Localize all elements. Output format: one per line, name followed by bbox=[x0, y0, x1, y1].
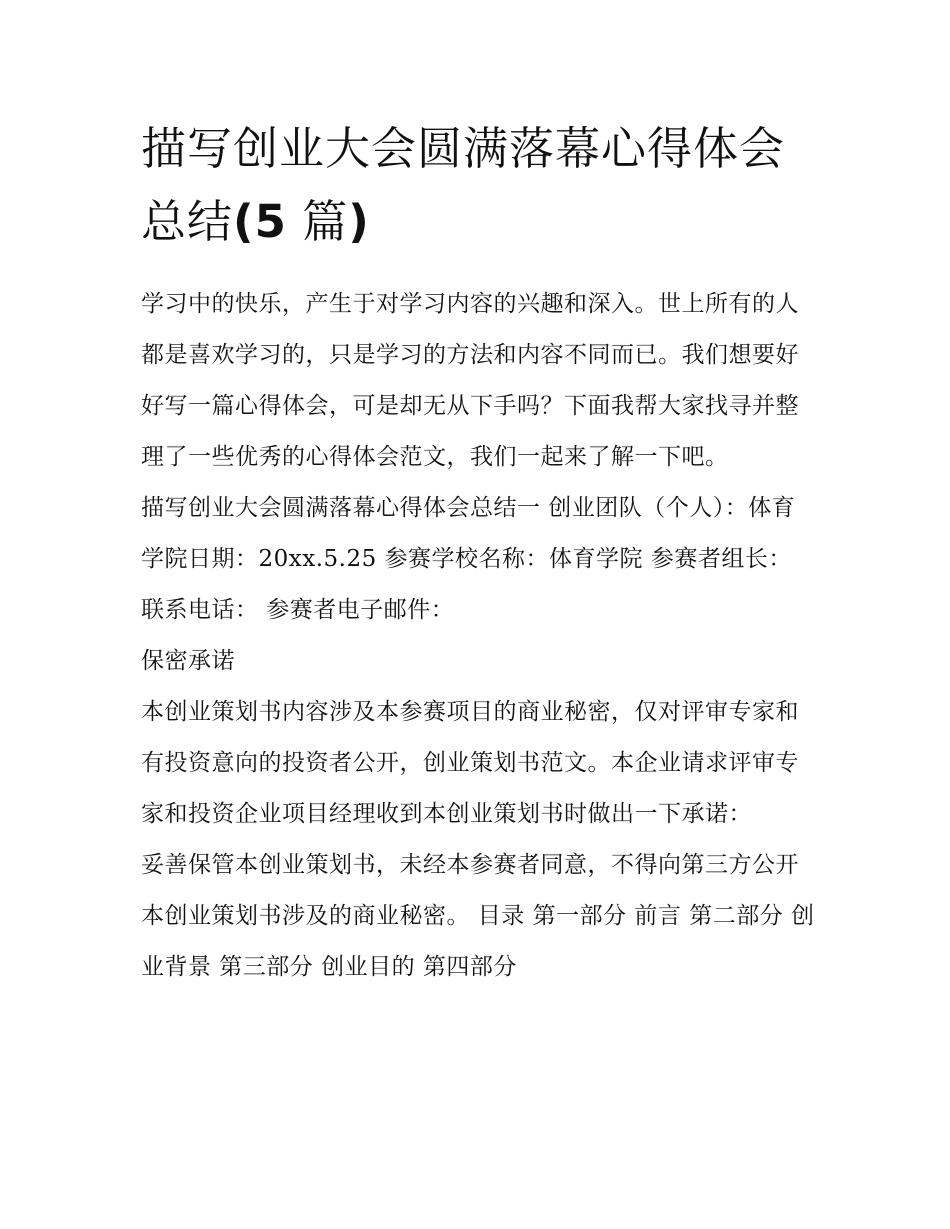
title-count: (5 bbox=[233, 195, 287, 248]
document-body bbox=[141, 279, 815, 993]
paragraph-confidentiality: 本创业策划书内容涉及本参赛项目的商业秘密，仅对评审专家和有投资意向的投资者公开，创业策划书范文。本企业请求评审专家和投资企业项目经理收到本创业策划书时做出一下承诺： bbox=[141, 699, 799, 827]
title-close: ) bbox=[348, 195, 370, 248]
paragraph-toc: 妥善保管本创业策划书，未经本参赛者同意，不得向第三方公开本创业策划书涉及的商业秘密。 目录 第一部分 前言 第二部分 创业背景 第三部分 创业目的 第四部分 bbox=[141, 852, 815, 980]
paragraph-heading-confidentiality: 保密承诺 bbox=[141, 648, 235, 674]
title-unit: 篇 bbox=[302, 195, 349, 248]
paragraph-team-info: 描写创业大会圆满落幕心得体会总结一 创业团队（个人）：体育学院日期：20xx.5.25 参赛学校名称：体育学院 参赛者组长： 联系电话： 参赛者电子邮件： bbox=[141, 495, 796, 623]
title-text: 描写创业大会圆满落幕心得体会总结 bbox=[141, 122, 786, 248]
page-title bbox=[141, 112, 821, 258]
paragraph-intro: 学习中的快乐，产生于对学习内容的兴趣和深入。世上所有的人都是喜欢学习的，只是学习的方法和内容不同而已。我们想要好好写一篇心得体会，可是却无从下手吗？下面我帮大家找寻并整理了一些优秀的心得体会范文，我们一起来了解一下吧。 bbox=[141, 291, 799, 470]
